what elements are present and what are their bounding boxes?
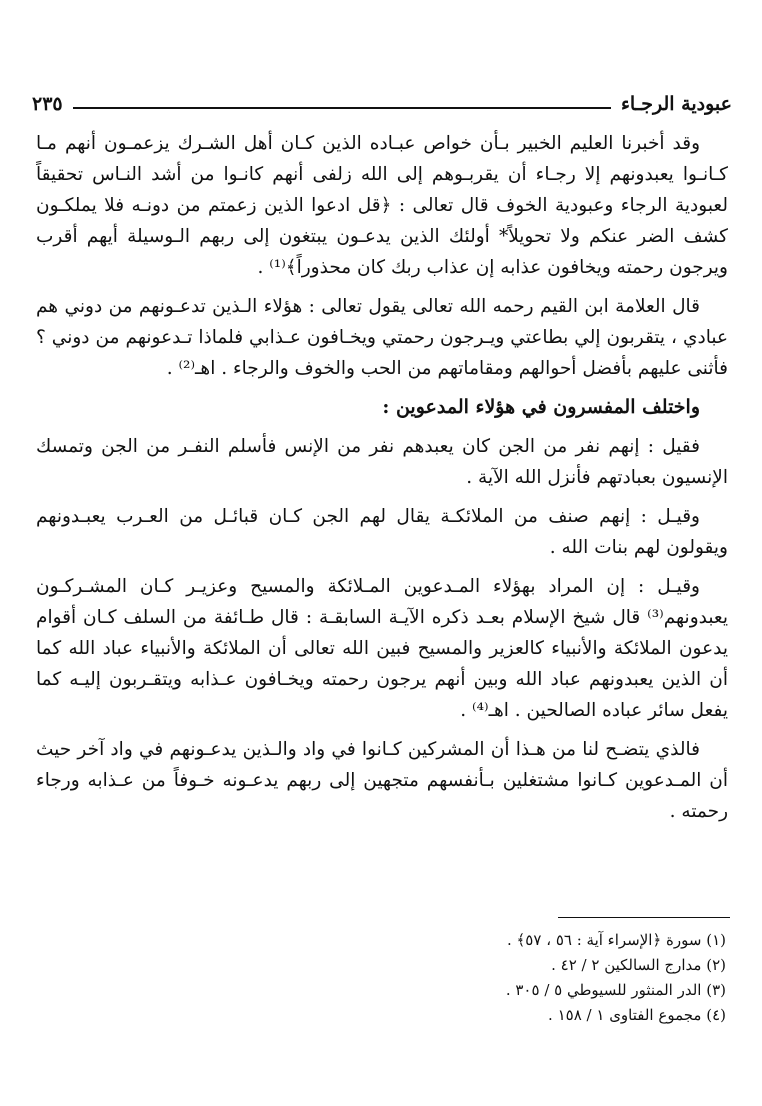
paragraph: وقد أخبرنا العليم الخبير بـأن خواص عبـاده الذين كـان أهل الشـرك يزعمـون أنهم مـا كـانـوا يعبدونهم إلا رجـاء أن يقربـوهم إلى الله زلفى أنهم كانـوا من أشد النـاس تحقيقاً لعبودية الرجاء وعبودية الخوف قال تعالى : ﴿قل ادعوا الذين زعمتم من دونـه فلا يملكـون كشف الضر عنكم ولا تحويلاً* أولئك الذين يدعـون يبتغون إلى ربهم الـوسيلة أيهم أقرب ويرجون رحمته ويخافون عذابه إن عذاب ربك كان محذوراً﴾⁽¹⁾ . xyxy=(36,133,728,278)
paragraph: وقيـل : إنهم صنف من الملائكـة يقال لهم الجن كـان قبائـل من العـرب يعبـدونهم ويقولون لهم بنات الله . xyxy=(36,506,728,558)
body-text xyxy=(36,128,728,835)
paragraph: وقيـل : إن المراد بهؤلاء المـدعوين المـلائكة والمسيح وعزيـر كـان المشـركـون يعبدونهم⁽³⁾ قال شيخ الإسلام بعـد ذكره الآيـة السابقـة : قال طـائفة من السلف كـان أقوام يدعون الملائكة والأنبياء كالعزير والمسيح فبين الله تعالى أن الملائكة والأنبياء عباد الله كما أن الذين يعبدونهم عباد الله وبين أنهم يرجون رحمته ويخـافون عـذابه ويتقـربون إليـه كما يفعل سائر عباده الصالحين . اهـ⁽⁴⁾ . xyxy=(36,576,728,721)
footnote: (٤) مجموع الفتاوى ١ / ١٥٨ . xyxy=(548,1006,726,1024)
section-heading: واختلف المفسرون في هؤلاء المدعوين : xyxy=(382,396,700,418)
footnote-rule xyxy=(558,917,730,918)
footnotes xyxy=(226,928,726,1028)
footnote: (١) سورة ﴿الإسراء آية : ٥٦ ، ٥٧﴾ . xyxy=(506,931,726,949)
footnote: (٣) الدر المنثور للسيوطي ٥ / ٣٠٥ . xyxy=(505,981,726,999)
page-number: ٢٣٥ xyxy=(32,93,63,115)
paragraph: فالذي يتضـح لنا من هـذا أن المشركين كـانوا في واد والـذين يدعـونهم في واد آخر حيث أن المـدعوين كـانوا مشتغلين بـأنفسهم متجهين إلى ربهم يدعـونه خـوفاً من عـذابه ورجاء رحمته . xyxy=(36,739,728,822)
header-rule xyxy=(73,107,611,109)
paragraph: فقيل : إنهم نفر من الجن كان يعبدهم نفر من الإنس فأسلم النفـر من الجن وتمسك الإنسيون بعبادتهم فأنزل الله الآية . xyxy=(36,436,728,488)
footnote: (٢) مدارج السالكين ٢ / ٤٢ . xyxy=(551,956,726,974)
chapter-title: عبودية الرجـاء xyxy=(620,93,732,115)
paragraph: قال العلامة ابن القيم رحمه الله تعالى يقول تعالى : هؤلاء الـذين تدعـونهم من دوني هم عبادي ، يتقربون إلي بطاعتي ويـرجون رحمتي ويخـافون عـذابي فلماذا تـدعونهم من دوني ؟ فأثنى عليهم بأفضل أحوالهم ومقاماتهم من الحب والخوف والرجاء . اهـ⁽²⁾ . xyxy=(36,296,728,379)
running-header xyxy=(32,86,732,122)
